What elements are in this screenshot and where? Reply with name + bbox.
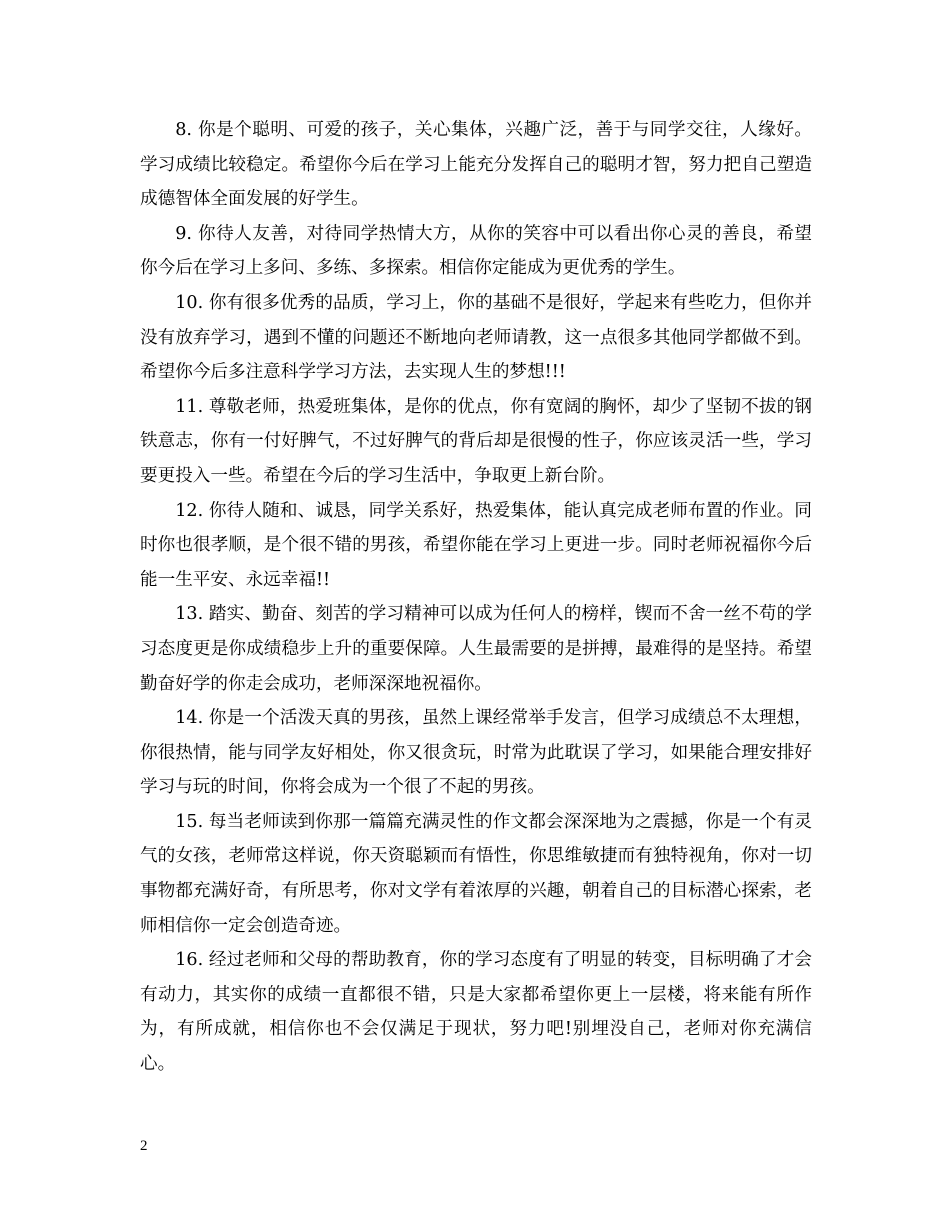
comment-paragraph-11: 11. 尊敬老师，热爱班集体，是你的优点，你有宽阔的胸怀，却少了坚韧不拔的钢铁意志，你有一付好脾气，不过好脾气的背后却是很慢的性子，你应该灵活一些，学习要更投入一些。希望在今后的学习生活中，争取更上新台阶。	[140, 396, 812, 486]
comment-paragraph-13: 13. 踏实、勤奋、刻苦的学习精神可以成为任何人的榜样，锲而不舍一丝不苟的学习态度更是你成绩稳步上升的重要保障。人生最需要的是拼搏，最难得的是坚持。希望勤奋好学的你走会成功，老师深深地祝福你。	[140, 604, 812, 694]
comment-paragraph-10: 10. 你有很多优秀的品质，学习上，你的基础不是很好，学起来有些吃力，但你并没有放弃学习，遇到不懂的问题还不断地向老师请教，这一点很多其他同学都做不到。希望你今后多注意科学学习方法，去实现人生的梦想!!!	[140, 292, 812, 383]
comment-paragraph-9: 9. 你待人友善，对待同学热情大方，从你的笑容中可以看出你心灵的善良，希望你今后在学习上多问、多练、多探索。相信你定能成为更优秀的学生。	[140, 223, 812, 279]
page-number: 2	[140, 1138, 148, 1154]
comment-paragraph-16: 16. 经过老师和父母的帮助教育，你的学习态度有了明显的转变，目标明确了才会有动力，其实你的成绩一直都很不错，只是大家都希望你更上一层楼，将来能有所作为，有所成就，相信你也不会仅满足于现状，努力吧!别埋没自己，老师对你充满信心。	[140, 950, 812, 1075]
comment-paragraph-14: 14. 你是一个活泼天真的男孩，虽然上课经常举手发言，但学习成绩总不太理想，你很热情，能与同学友好相处，你又很贪玩，时常为此耽误了学习，如果能合理安排好学习与玩的时间，你将会成为一个很了不起的男孩。	[140, 708, 812, 798]
comment-paragraph-8: 8. 你是个聪明、可爱的孩子，关心集体，兴趣广泛，善于与同学交往，人缘好。学习成绩比较稳定。希望你今后在学习上能充分发挥自己的聪明才智，努力把自己塑造成德智体全面发展的好学生。	[140, 120, 812, 210]
comment-paragraph-15: 15. 每当老师读到你那一篇篇充满灵性的作文都会深深地为之震撼，你是一个有灵气的女孩，老师常这样说，你天资聪颖而有悟性，你思维敏捷而有独特视角，你对一切事物都充满好奇，有所思考，你对文学有着浓厚的兴趣，朝着自己的目标潜心探索，老师相信你一定会创造奇迹。	[140, 811, 812, 936]
comment-paragraph-12: 12. 你待人随和、诚恳，同学关系好，热爱集体，能认真完成老师布置的作业。同时你也很孝顺，是个很不错的男孩，希望你能在学习上更进一步。同时老师祝福你今后能一生平安、永远幸福!!	[140, 500, 812, 590]
document-body	[140, 113, 812, 1082]
